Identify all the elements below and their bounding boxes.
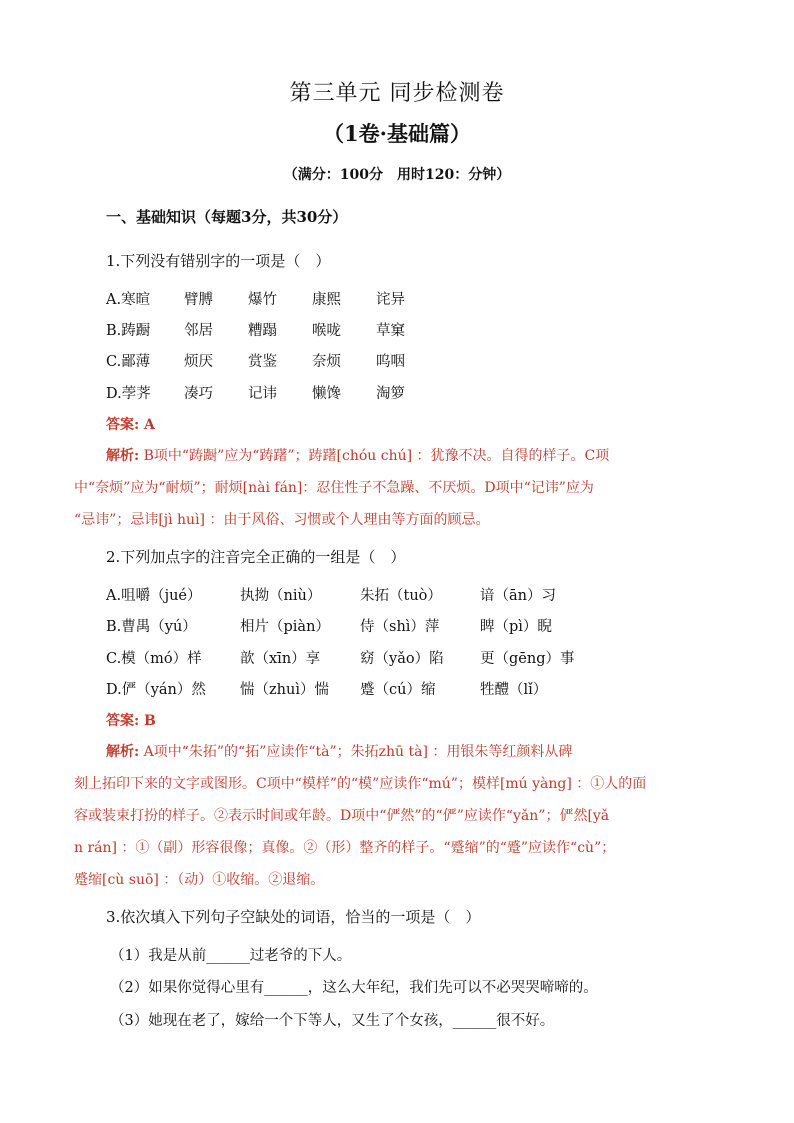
explanation-line: 容或装束打扮的样子。②表示时间或年龄。D项中“俨然”的“俨”应读作“yǎn”；俨然[yǎ — [74, 808, 610, 824]
question-2-answer — [106, 710, 156, 730]
option-word: D.俨（yán）然 — [106, 682, 206, 698]
option-word: 朱拓（tuò） — [360, 588, 442, 604]
question-2-option-b — [106, 615, 706, 637]
option-word: 懒馋 — [312, 386, 341, 402]
question-2-option-d — [106, 678, 706, 700]
option-word: C.鄙薄 — [106, 354, 151, 370]
question-3-sentence-3: （3）她现在老了，嫁给一个下等人，又生了个女孩，______很不好。 — [110, 1013, 555, 1029]
explanation-label: 解析: — [106, 744, 140, 760]
option-word: 糟蹋 — [248, 323, 277, 339]
option-word: 烦厌 — [184, 354, 213, 370]
score-time-info: （满分：100分 用时120：分钟） — [283, 167, 511, 183]
question-1-option-b — [106, 319, 706, 341]
option-word: 窈（yǎo）陷 — [360, 651, 444, 667]
option-word: 惴（zhuì）惴 — [240, 682, 329, 698]
explanation-line: n rán] ：①（副）形容很像；真像。②（形）整齐的样子。“蹙缩”的“蹙”应读作“cù”； — [74, 840, 616, 856]
explanation-line — [74, 736, 724, 768]
question-1-stem: 1.下列没有错别字的一项是（ ） — [106, 252, 331, 270]
option-word: 凑巧 — [184, 386, 213, 402]
option-word: 草窠 — [376, 323, 405, 339]
answer-value: A — [144, 417, 155, 433]
explanation-line: 蹙缩[cù suō] ：（动）①收缩。②退缩。 — [74, 872, 325, 888]
option-word: 执拗（niù） — [240, 588, 322, 604]
option-word: 谙（ān）习 — [480, 588, 556, 604]
explanation-line: 中“奈烦”应为“耐烦”；耐烦[nài fán]：忍住性子不急躁、不厌烦。D项中“记讳”应为 — [74, 480, 594, 496]
option-word: 睥（pì）睨 — [480, 619, 552, 635]
answer-value: B — [144, 713, 156, 729]
option-word: A.咀嚼（jué） — [106, 588, 202, 604]
option-word: 侍（shì）萍 — [360, 619, 440, 635]
option-word: 相片（piàn） — [240, 619, 330, 635]
option-word: 牲醴（lǐ） — [480, 682, 548, 698]
option-word: 歆（xīn）享 — [240, 651, 321, 667]
explanation-line — [74, 440, 724, 472]
option-word: 蹙（cú）缩 — [360, 682, 436, 698]
option-word: 诧异 — [376, 292, 405, 308]
option-word: 呜咽 — [376, 354, 405, 370]
option-word: C.模（mó）样 — [106, 651, 202, 667]
question-1-explanation — [74, 440, 724, 536]
question-2-explanation — [74, 736, 724, 896]
page-subtitle: （1卷·基础篇） — [323, 121, 471, 146]
option-word: B.曹禺（yú） — [106, 619, 197, 635]
option-word: A.寒暄 — [106, 292, 151, 308]
option-word: D.荸荠 — [106, 386, 151, 402]
explanation-text: B项中“踌蹰”应为“踌躇”；踌躇[chóu chú] ：犹豫不决。自得的样子。C项 — [139, 448, 610, 464]
explanation-line: 刻上拓印下来的文字或图形。C项中“模样”的“模”应读作“mú”；模样[mú yàng] ：①人的面 — [74, 776, 647, 792]
option-word: 喉咙 — [312, 323, 341, 339]
page-title: 第三单元 同步检测卷 — [289, 81, 505, 106]
option-word: B.踌蹰 — [106, 323, 151, 339]
question-3-stem: 3.依次填入下列句子空缺处的词语，恰当的一项是（ ） — [106, 908, 481, 926]
option-word: 臂膊 — [184, 292, 213, 308]
option-word: 淘箩 — [376, 386, 405, 402]
option-word: 邻居 — [184, 323, 213, 339]
question-2-option-c — [106, 647, 706, 669]
question-3-sentence-2: （2）如果你觉得心里有______，这么大年纪，我们先可以不必哭哭啼啼的。 — [110, 980, 598, 996]
option-word: 更（gēng）事 — [480, 651, 575, 667]
question-1-option-d — [106, 382, 706, 404]
option-word: 奈烦 — [312, 354, 341, 370]
question-1-option-c — [106, 350, 706, 372]
question-2-option-a — [106, 584, 706, 606]
explanation-text: A项中“朱拓”的“拓”应读作“tà”；朱拓zhū tà] ：用银朱等红颜料从碑 — [139, 744, 573, 760]
option-word: 爆竹 — [248, 292, 277, 308]
answer-label: 答案: — [106, 417, 140, 433]
question-3-sentence-1: （1）我是从前______过老爷的下人。 — [110, 948, 352, 964]
question-1-option-a — [106, 288, 706, 310]
option-word: 康熙 — [312, 292, 341, 308]
section-heading: 一、基础知识（每题3分，共30分） — [106, 208, 348, 226]
option-word: 记讳 — [248, 386, 277, 402]
explanation-line: “忌讳”；忌讳[jì huì] ：由于风俗、习惯或个人理由等方面的顾忌。 — [74, 512, 490, 528]
answer-label: 答案: — [106, 713, 140, 729]
option-word: 赏鉴 — [248, 354, 277, 370]
question-1-answer — [106, 414, 155, 434]
explanation-label: 解析: — [106, 448, 140, 464]
question-2-stem: 2.下列加点字的注音完全正确的一组是（ ） — [106, 548, 406, 566]
